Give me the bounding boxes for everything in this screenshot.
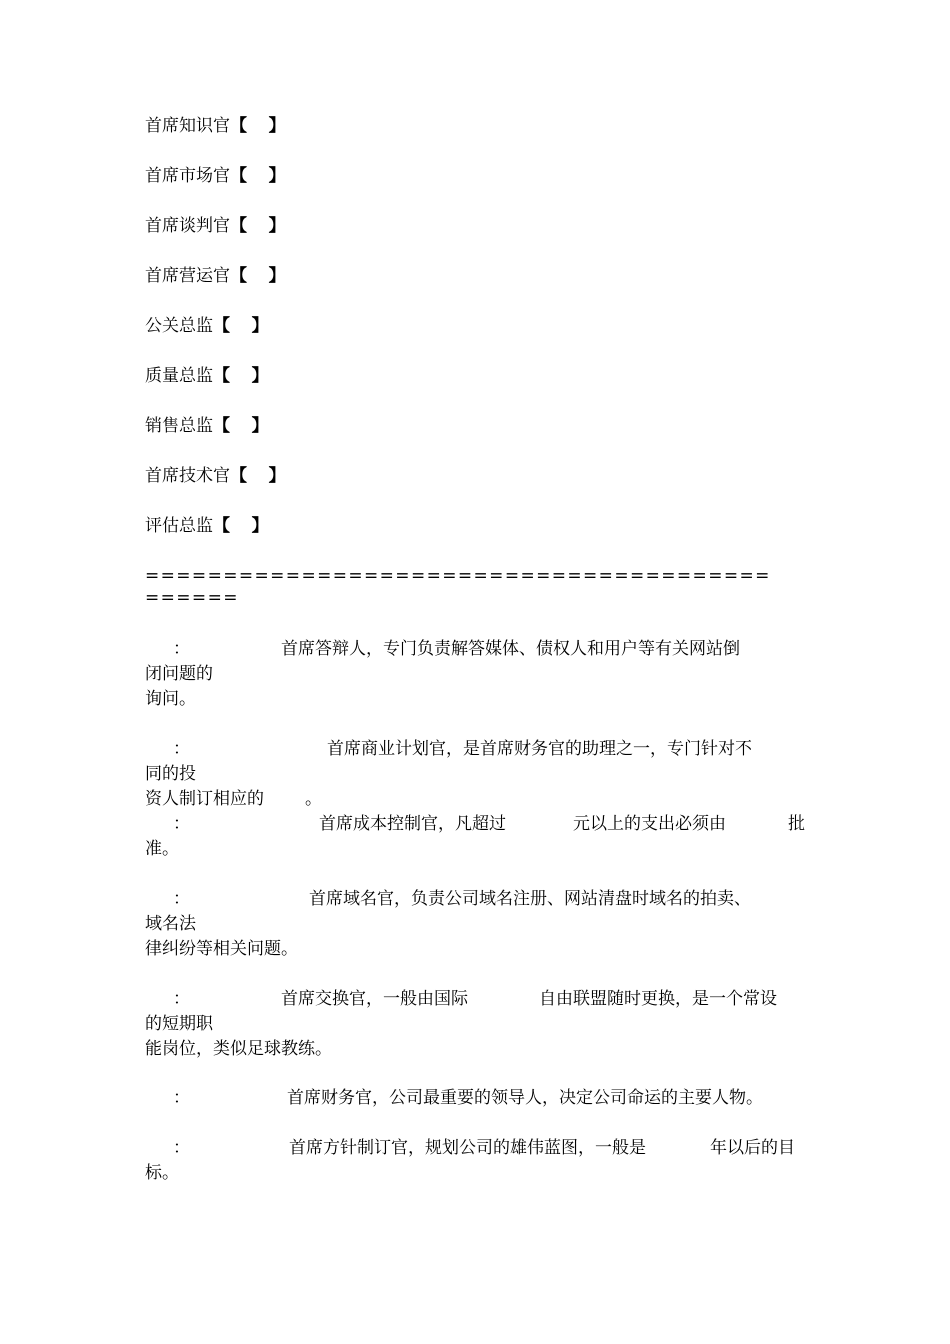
definition-text: 首席财务官，公司最重要的领导人，决定公司命运的主要人物。 xyxy=(287,1088,763,1108)
definition-colon: ： xyxy=(173,989,190,1009)
role-name: 公关总监 xyxy=(145,316,213,336)
definition-colon: ： xyxy=(173,739,190,759)
role-name: 首席市场官 xyxy=(145,166,230,186)
role-item xyxy=(145,115,286,137)
separator-line: ====== xyxy=(145,588,239,608)
definition-item xyxy=(145,637,815,712)
role-name: 首席营运官 xyxy=(145,266,230,286)
definition-continuation: 准。 xyxy=(145,839,179,859)
definition-text: 首席答辩人，专门负责解答媒体、债权人和用户等有关网站倒 xyxy=(281,639,740,659)
definition-colon: ： xyxy=(173,639,190,659)
definition-text: 首席交换官，一般由国际 xyxy=(281,989,468,1009)
role-bracket-open: 【 xyxy=(213,316,230,336)
definition-item xyxy=(145,987,815,1062)
role-bracket-close: 】 xyxy=(251,516,269,536)
role-bracket-open: 【 xyxy=(230,166,247,186)
role-name: 质量总监 xyxy=(145,366,213,386)
role-bracket-close: 】 xyxy=(251,366,269,386)
definition-continuation: 同的投 xyxy=(145,764,196,784)
role-item xyxy=(145,515,269,537)
definition-continuation: 闭问题的 xyxy=(145,664,213,684)
definition-colon: ： xyxy=(173,814,190,834)
role-bracket-close: 】 xyxy=(268,216,286,236)
definition-continuation: 询问。 xyxy=(145,689,196,709)
definition-continuation: 的短期职 xyxy=(145,1014,213,1034)
role-bracket-close: 】 xyxy=(268,466,286,486)
role-bracket-open: 【 xyxy=(213,416,230,436)
definition-text-end: 年以后的目 xyxy=(710,1138,795,1158)
definition-continuation: 资人制订相应的 xyxy=(145,789,264,809)
role-name: 首席知识官 xyxy=(145,116,230,136)
role-item xyxy=(145,365,269,387)
role-item xyxy=(145,265,286,287)
definition-continuation: 律纠纷等相关问题。 xyxy=(145,939,298,959)
definition-item xyxy=(145,887,815,962)
role-bracket-close: 】 xyxy=(251,416,269,436)
role-bracket-close: 】 xyxy=(268,166,286,186)
definition-text: 首席方针制订官，规划公司的雄伟蓝图，一般是 xyxy=(289,1138,646,1158)
definition-text: 首席成本控制官，凡超过 xyxy=(319,814,506,834)
role-bracket-close: 】 xyxy=(268,266,286,286)
role-bracket-close: 】 xyxy=(268,116,286,136)
definition-continuation: 能岗位，类似足球教练。 xyxy=(145,1039,332,1059)
definition-text-middle: 元以上的支出必须由 xyxy=(573,814,726,834)
separator-line: ======================================== xyxy=(145,566,771,586)
definition-colon: ： xyxy=(173,1088,190,1108)
role-item xyxy=(145,315,269,337)
role-bracket-open: 【 xyxy=(213,366,230,386)
definition-continuation: 标。 xyxy=(145,1163,179,1183)
role-bracket-open: 【 xyxy=(230,466,247,486)
definition-text: 首席域名官，负责公司域名注册、网站清盘时域名的拍卖、 xyxy=(309,889,751,909)
role-bracket-open: 【 xyxy=(230,116,247,136)
definition-colon: ： xyxy=(173,1138,190,1158)
definition-item xyxy=(145,737,815,812)
definition-text-end: 批 xyxy=(788,814,805,834)
role-name: 首席技术官 xyxy=(145,466,230,486)
role-item xyxy=(145,465,286,487)
role-name: 销售总监 xyxy=(145,416,213,436)
definition-item xyxy=(145,1136,815,1186)
role-item xyxy=(145,165,286,187)
definition-colon: ： xyxy=(173,889,190,909)
role-item xyxy=(145,215,286,237)
definition-text: 首席商业计划官，是首席财务官的助理之一，专门针对不 xyxy=(327,739,752,759)
role-name: 评估总监 xyxy=(145,516,213,536)
definition-continuation: 域名法 xyxy=(145,914,196,934)
role-bracket-open: 【 xyxy=(230,266,247,286)
role-bracket-open: 【 xyxy=(213,516,230,536)
role-bracket-close: 】 xyxy=(251,316,269,336)
definition-item xyxy=(145,1086,815,1111)
role-bracket-open: 【 xyxy=(230,216,247,236)
definition-text-middle: 自由联盟随时更换，是一个常设 xyxy=(539,989,777,1009)
definition-item xyxy=(145,812,815,862)
definition-continuation-end: 。 xyxy=(305,789,322,809)
role-item xyxy=(145,415,269,437)
role-name: 首席谈判官 xyxy=(145,216,230,236)
